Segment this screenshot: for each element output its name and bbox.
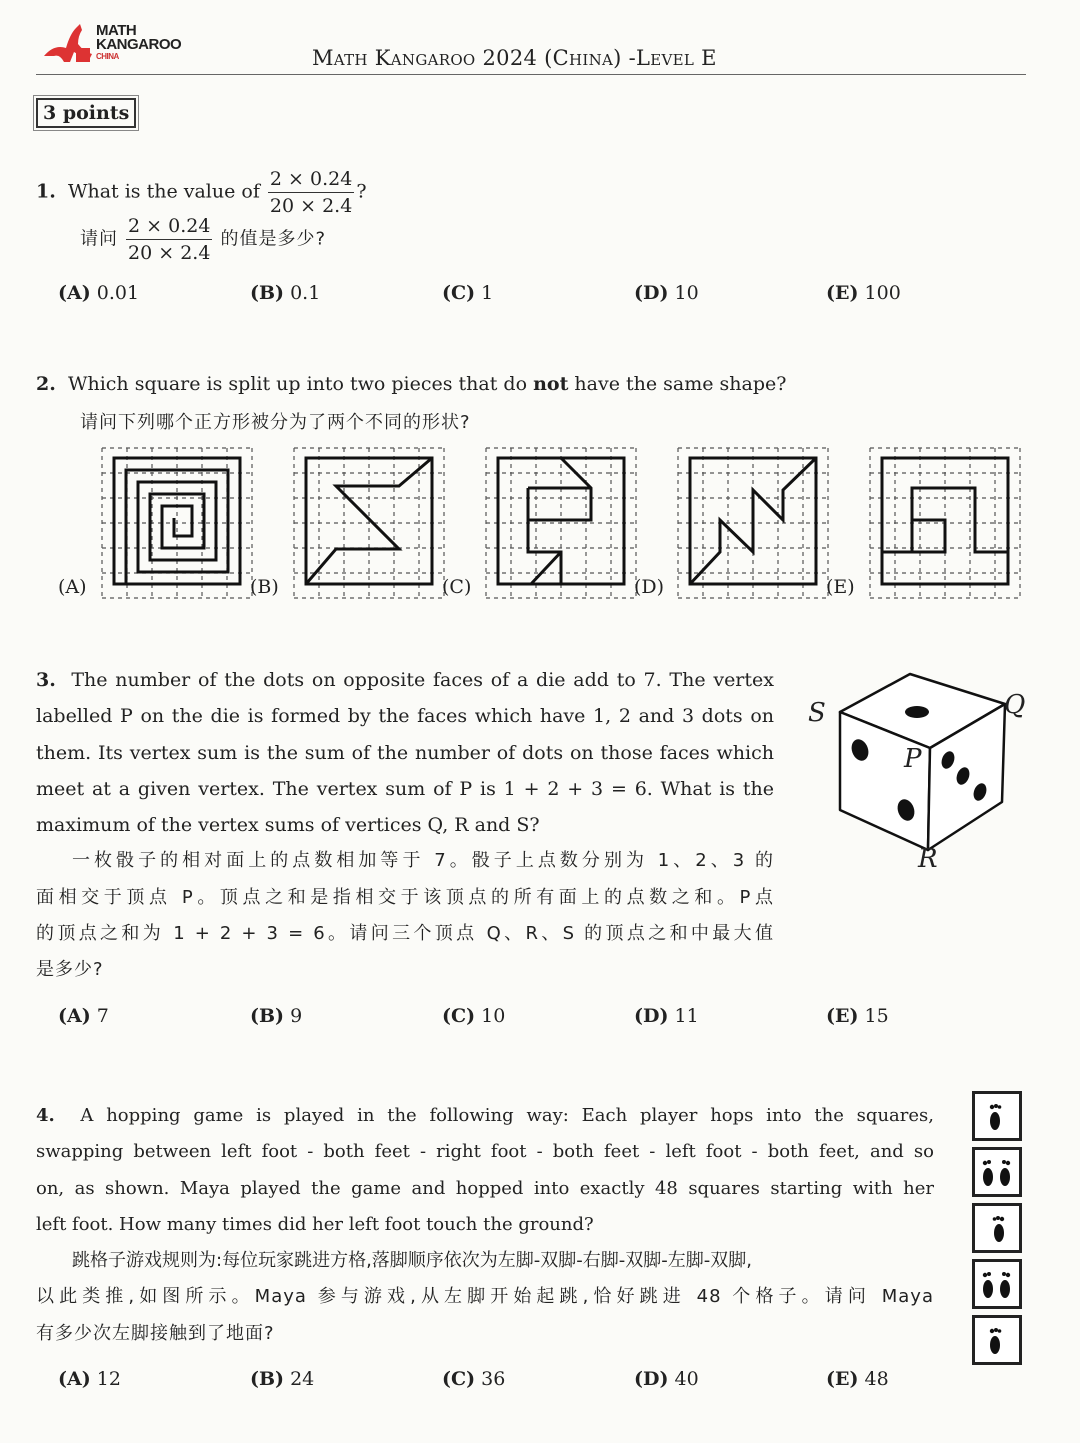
q1-fraction (268, 166, 354, 219)
q1-zh-before: 请问 (80, 228, 118, 250)
kangaroo-icon (40, 22, 96, 66)
q3-option-a[interactable]: (A) 7 (58, 1005, 109, 1027)
q4-stem (36, 1098, 934, 1352)
q2-option-a[interactable]: (A) (58, 576, 87, 598)
q2-text-bold: not (533, 373, 569, 395)
math-kangaroo-logo (40, 22, 200, 70)
q1-frac-numerator: 2 × 0.24 (268, 166, 354, 193)
points-section-label: 3 points (36, 98, 136, 128)
q1-frac-denominator: 20 × 2.4 (269, 195, 353, 217)
q3-zh-line-4: 是多少? (36, 959, 104, 981)
q4-number: 4. (36, 1105, 55, 1126)
hop-square-right-foot (972, 1203, 1022, 1253)
q2-zh-stem: 请问下列哪个正方形被分为了两个不同的形状? (80, 412, 471, 433)
both-feet-icon (975, 1262, 1019, 1306)
q2-figure-e (870, 448, 1020, 598)
left-foot-icon (975, 1094, 1019, 1138)
q1-option-b[interactable]: (B) 0.1 (250, 282, 321, 304)
q1-zh-stem (80, 213, 326, 266)
q2-option-d[interactable]: (D) (634, 576, 665, 598)
both-feet-icon (975, 1150, 1019, 1194)
q2-option-b[interactable]: (B) (250, 576, 279, 598)
q3-line-4: meet at a given vertex. The vertex sum of P is 1 + 2 + 3 = 6. What is the (36, 777, 774, 800)
hop-square-both-feet-2 (972, 1259, 1022, 1309)
q4-zh-line-3: 有多少次左脚接触到了地面? (36, 1322, 275, 1344)
q3-option-b[interactable]: (B) 9 (250, 1005, 303, 1027)
q4-line-2: swapping between left foot - both feet - right foot - both feet - left foot - both feet, and so (36, 1141, 934, 1163)
q3-number: 3. (36, 669, 56, 691)
q1-option-c[interactable]: (C) 1 (442, 282, 494, 304)
q1-zh-frac-numerator: 2 × 0.24 (126, 213, 212, 240)
q3-line-5: maximum of the vertex sums of vertices Q, R and S? (36, 814, 540, 837)
q1-text-after: ? (356, 180, 367, 203)
q2-figure-c (486, 448, 636, 598)
q2-figures (0, 440, 1080, 610)
q2-text-b: have the same shape? (574, 373, 787, 395)
q4-option-a[interactable]: (A) 12 (58, 1368, 121, 1390)
q1-zh-after: 的值是多少? (220, 228, 327, 250)
q3-zh-line-3: 的顶点之和为 1 + 2 + 3 = 6。请问三个顶点 Q、R、S 的顶点之和中最大值 (36, 923, 774, 945)
page-title: Math Kangaroo 2024 (China) -Level E (312, 46, 717, 70)
die-label-p: P (904, 744, 922, 774)
q4-option-e[interactable]: (E) 48 (826, 1368, 889, 1390)
header-divider (36, 74, 1026, 75)
q1-text-before: What is the value of (67, 180, 260, 203)
q3-line-3: them. Its vertex sum is the sum of the number of dots on those faces which (36, 741, 774, 764)
q1-option-d[interactable]: (D) 10 (634, 282, 699, 304)
q1-zh-fraction (126, 213, 212, 266)
q1-zh-frac-denominator: 20 × 2.4 (128, 242, 211, 264)
q2-text-a: Which square is split up into two pieces that do (67, 373, 528, 395)
q1-stem (36, 166, 367, 219)
q2-option-c[interactable]: (C) (442, 576, 472, 598)
q3-option-c[interactable]: (C) 10 (442, 1005, 506, 1027)
q2-figure-b (294, 448, 444, 598)
q3-option-e[interactable]: (E) 15 (826, 1005, 889, 1027)
q4-zh-line-1: 跳格子游戏规则为:每位玩家跳进方格,落脚顺序依次为左脚-双脚-右脚-双脚-左脚-双脚, (72, 1250, 752, 1272)
q4-option-c[interactable]: (C) 36 (442, 1368, 506, 1390)
hop-square-both-feet (972, 1147, 1022, 1197)
q2-figure-d (678, 448, 828, 598)
logo-line2: KANGAROO (96, 36, 182, 53)
q4-line-1: A hopping game is played in the following way: Each player hops into the squares, (80, 1105, 934, 1126)
q1-option-a[interactable]: (A) 0.01 (58, 282, 140, 304)
hop-square-left-foot-2 (972, 1315, 1022, 1365)
logo-line3: CHINA (96, 52, 119, 61)
q4-line-4: left foot. How many times did her left foot touch the ground? (36, 1213, 594, 1235)
q3-option-d[interactable]: (D) 11 (634, 1005, 699, 1027)
q4-line-3: on, as shown. Maya played the game and hopped into exactly 48 squares starting with her (36, 1177, 934, 1199)
q2-stem (36, 366, 786, 402)
q3-zh-line-1: 一枚骰子的相对面上的点数相加等于 7。骰子上点数分别为 1、2、3 的 (72, 850, 774, 872)
left-foot-icon (975, 1318, 1019, 1362)
q1-number: 1. (36, 180, 56, 203)
q3-line-1: The number of the dots on opposite faces of a die add to 7. The vertex (71, 669, 774, 691)
q2-option-e[interactable]: (E) (826, 576, 855, 598)
q4-zh-line-2: 以此类推,如图所示。Maya 参与游戏,从左脚开始起跳,恰好跳进 48 个格子。请问 Maya (36, 1286, 934, 1308)
die-label-q: Q (1004, 690, 1026, 720)
logo-line1: MATH (96, 22, 137, 39)
q2-number: 2. (36, 373, 56, 395)
q3-line-2: labelled P on the die is formed by the faces which have 1, 2 and 3 dots on (36, 705, 774, 728)
q4-option-b[interactable]: (B) 24 (250, 1368, 315, 1390)
q3-stem (36, 662, 774, 989)
q3-zh-line-2: 面相交于顶点 P。顶点之和是指相交于该顶点的所有面上的点数之和。P点 (36, 886, 774, 908)
die-label-s: S (808, 698, 826, 728)
q4-option-d[interactable]: (D) 40 (634, 1368, 699, 1390)
hop-square-left-foot (972, 1091, 1022, 1141)
q1-option-e[interactable]: (E) 100 (826, 282, 901, 304)
die-label-r: R (918, 844, 938, 874)
right-foot-icon (975, 1206, 1019, 1250)
q2-figure-a (102, 448, 252, 598)
